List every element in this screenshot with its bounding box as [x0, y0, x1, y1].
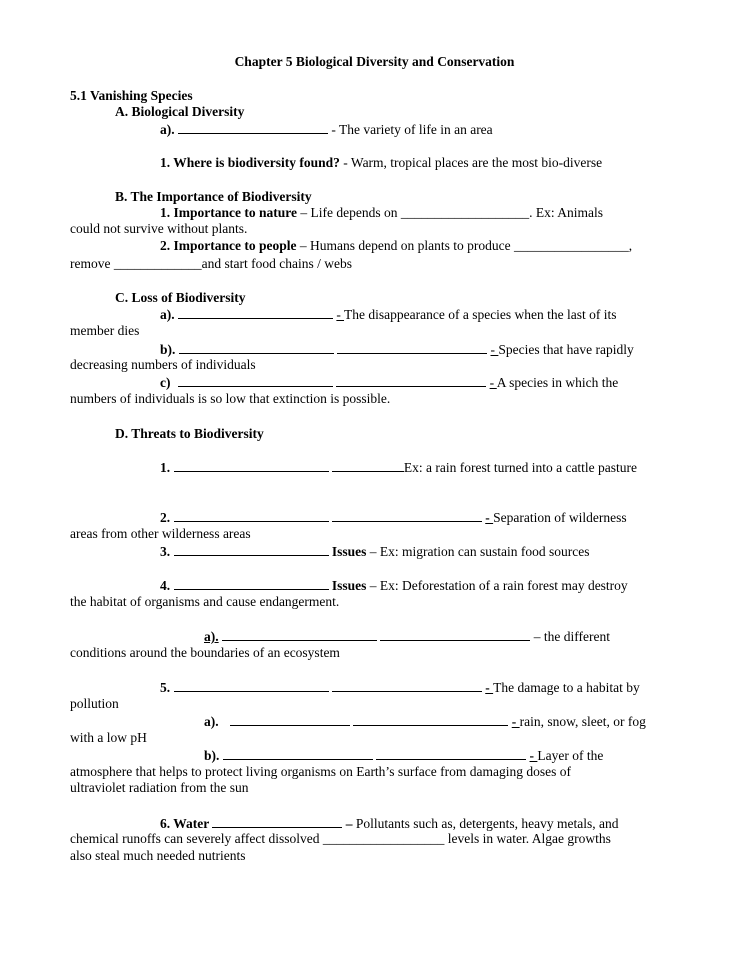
dash: - — [489, 375, 497, 390]
d-item-5-cont: pollution — [70, 696, 119, 711]
b-item-1 — [160, 205, 603, 221]
answer-blank — [174, 509, 329, 522]
answer-blank — [223, 747, 373, 760]
answer-blank — [230, 713, 350, 726]
text: Ex: a rain forest turned into a cattle pasture — [403, 460, 638, 475]
text: - Warm, tropical places are the most bio-diverse — [339, 155, 603, 170]
heading-b: B. The Importance of Biodiversity — [115, 189, 312, 204]
c-item-c — [160, 374, 618, 391]
label: 1. — [160, 460, 171, 475]
label: 1. Where is biodiversity found? — [160, 155, 340, 170]
label: 3. — [160, 544, 171, 559]
answer-blank — [380, 628, 530, 641]
text: The disappearance of a species when the last of its — [344, 307, 617, 322]
d-item-5b — [204, 747, 603, 764]
c-item-b-cont: decreasing numbers of individuals — [70, 357, 256, 372]
answer-blank — [376, 747, 526, 760]
d-item-5b-cont-2: ultraviolet radiation from the sun — [70, 780, 249, 795]
page-title: Chapter 5 Biological Diversity and Conservation — [234, 54, 515, 69]
text: – Ex: Deforestation of a rain forest may destroy — [366, 578, 628, 593]
label: 4. — [160, 578, 171, 593]
issues-word: Issues — [328, 544, 367, 559]
text: rain, snow, sleet, or fog — [519, 714, 646, 729]
c-item-b — [160, 341, 634, 358]
label: 5. — [160, 680, 171, 695]
label: 2. Importance to people — [160, 238, 297, 253]
answer-blank — [212, 815, 342, 828]
d-item-4a — [204, 628, 610, 645]
d-item-3 — [160, 543, 589, 560]
d-item-4-cont: the habitat of organisms and cause endangerment. — [70, 594, 340, 609]
label: a). — [160, 307, 175, 322]
answer-blank — [336, 374, 486, 387]
label: b). — [160, 342, 176, 357]
answer-blank — [178, 374, 333, 387]
d-item-4 — [160, 577, 628, 594]
dash: – — [342, 816, 356, 831]
heading-c: C. Loss of Biodiversity — [115, 290, 246, 305]
d-item-1 — [160, 459, 637, 476]
section-heading: 5.1 Vanishing Species — [70, 88, 193, 103]
text: The damage to a habitat by — [493, 680, 640, 695]
d-item-5a-cont: with a low pH — [70, 730, 147, 745]
text: A species in which the — [496, 375, 619, 390]
label: a). — [160, 122, 175, 137]
answer-blank — [337, 341, 487, 354]
answer-blank — [179, 341, 334, 354]
b-item-2-cont: remove _____________and start food chains / webs — [70, 256, 352, 271]
d-item-2-cont: areas from other wilderness areas — [70, 526, 251, 541]
d-item-4a-cont: conditions around the boundaries of an ecosystem — [70, 645, 340, 660]
d-item-6-cont-2: also steal much needed nutrients — [70, 848, 246, 863]
a-question-1 — [160, 155, 602, 171]
c-item-a-cont: member dies — [70, 323, 140, 338]
text: - The variety of life in an area — [328, 122, 493, 137]
label: a). — [204, 629, 219, 644]
dash: - — [490, 342, 499, 357]
answer-blank — [222, 628, 377, 641]
label: a). — [204, 714, 219, 729]
a-item-a — [160, 121, 493, 138]
b-item-1-cont: could not survive without plants. — [70, 221, 248, 236]
label: 2. — [160, 510, 171, 525]
answer-blank — [178, 121, 328, 134]
text: Pollutants such as, detergents, heavy metals, and — [355, 816, 619, 831]
answer-blank — [174, 459, 329, 472]
heading-a: A. Biological Diversity — [115, 104, 245, 119]
d-item-6-cont-1: chemical runoffs can severely affect dissolved __________________ levels in water. Algae growths — [70, 831, 611, 846]
text: – Life depends on ___________________. Ex: Animals — [296, 205, 603, 220]
issues-word: Issues — [328, 578, 367, 593]
answer-blank — [178, 306, 333, 319]
label: 6. Water — [160, 816, 213, 831]
c-item-c-cont: numbers of individuals is so low that extinction is possible. — [70, 391, 391, 406]
dash: - — [529, 748, 538, 763]
answer-blank — [174, 543, 329, 556]
answer-blank — [174, 679, 329, 692]
label: c) — [160, 375, 171, 390]
d-item-6 — [160, 815, 618, 832]
answer-blank — [332, 459, 404, 472]
text: Species that have rapidly — [498, 342, 634, 357]
label: 1. Importance to nature — [160, 205, 297, 220]
text: – Humans depend on plants to produce _________________, — [296, 238, 633, 253]
answer-blank — [332, 509, 482, 522]
d-item-5 — [160, 679, 640, 696]
label: b). — [204, 748, 220, 763]
dash: - — [485, 510, 494, 525]
heading-d: D. Threats to Biodiversity — [115, 426, 264, 441]
text: Layer of the — [537, 748, 604, 763]
dash: - — [336, 307, 345, 322]
d-item-5b-cont-1: atmosphere that helps to protect living organisms on Earth’s surface from damaging doses of — [70, 764, 572, 779]
text: Separation of wilderness — [493, 510, 627, 525]
d-item-5a — [204, 713, 646, 730]
answer-blank — [332, 679, 482, 692]
c-item-a — [160, 306, 617, 323]
text: – the different — [530, 629, 610, 644]
answer-blank — [174, 577, 329, 590]
text: – Ex: migration can sustain food sources — [366, 544, 590, 559]
d-item-2 — [160, 509, 627, 526]
dash: - — [511, 714, 520, 729]
answer-blank — [353, 713, 508, 726]
b-item-2 — [160, 238, 632, 254]
dash: - — [485, 680, 494, 695]
